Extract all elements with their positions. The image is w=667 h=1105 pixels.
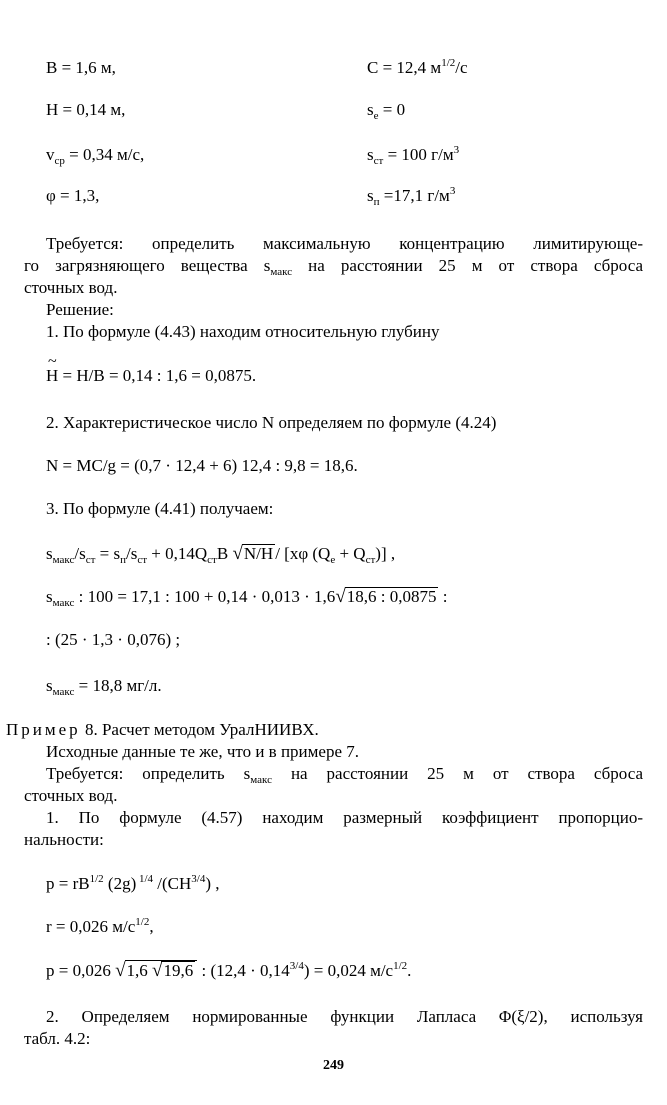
- formula-smax-result: $s_{макс} = 18,8$ мг/л.: [46, 676, 162, 698]
- sqrt-outer: √ 1,6 √ 19,6: [115, 960, 197, 980]
- step-2-text: 2. Характеристическое число N определяем по формуле (4.24): [46, 413, 497, 432]
- formula-p-result: p = 0,026 √ 1,6 √ 19,6 : $(12,4 \cdot 0,14^{3/4}) = 0,024$ $м/с^{1/2}$.: [46, 960, 412, 981]
- given-se: $s_e = 0$: [367, 100, 406, 122]
- task-line-2: го загрязняющего вещества $s_{макс}$ на расстоянии 25 м от створа сброса: [24, 256, 643, 278]
- given-C: C = 12,4 $м^{1/2}/с$: [367, 57, 468, 77]
- example-8-step-1-cont: нальности:: [24, 830, 104, 849]
- given-H: H = 0,14 м,: [46, 100, 126, 119]
- formula-relative-depth: ~ H = H/B = 0,14 : 1,6 = 0,0875.: [46, 366, 256, 386]
- page-number: 249: [323, 1058, 344, 1073]
- task-line-3: сточных вод.: [24, 278, 118, 297]
- sqrt-expression: √ 18,6 : 0,0875: [335, 586, 437, 607]
- formula-smax-general: $s_{макс}/s_{ст} = s_п/s_{ст} + 0,14Q_{ст}B$ √ N/H / [xφ $(Q_e + Q_{ст})$] ,: [46, 543, 396, 566]
- solution-heading: Решение:: [46, 300, 114, 319]
- step-2-laplace: 2. Определяем нормированные функции Лапласа Φ(ξ/2), используя: [46, 1007, 643, 1026]
- example-8-heading: Пример 8. Расчет методом УралНИИВХ.: [6, 720, 319, 739]
- formula-p-general: $p = rB^{1/2}$ (2g) $^{1/4}$ $/(CH^{3/4})$ ,: [46, 873, 220, 893]
- sqrt-inner: √ 19,6: [152, 960, 194, 981]
- sqrt-N-over-H: √ N/H: [232, 543, 274, 564]
- formula-r: r = 0,026 $м/с^{1/2}$,: [46, 916, 154, 936]
- step-2-laplace-cont: табл. 4.2:: [24, 1029, 91, 1048]
- example-8-step-1: 1. По формуле (4.57) находим размерный коэффициент пропорцио-: [46, 808, 643, 827]
- example-8-source: Исходные данные те же, что и в примере 7.: [46, 742, 359, 761]
- given-sst: $s_{ст} = 100$ $г/м^3$: [367, 144, 460, 167]
- given-phi: φ = 1,3,: [46, 186, 100, 205]
- example-8-task-1: Требуется: определить $s_{макс}$ на расстоянии 25 м от створа сброса: [46, 764, 643, 786]
- given-vcp: $v_{ср} = 0,34$ м/с,: [46, 145, 145, 167]
- given-sp: $s_п =17,1$ $г/м^3$: [367, 185, 456, 208]
- step-1-text: 1. По формуле (4.43) находим относительную глубину: [46, 322, 440, 341]
- given-B: B = 1,6 м,: [46, 58, 116, 77]
- formula-smax-substituted: $s_{макс}$ : 100 = 17,1 : 100 + 0,14 · 0,013 · 1,6 √ 18,6 : 0,0875 :: [46, 586, 448, 609]
- formula-continuation: : (25 · 1,3 · 0,076) ;: [46, 630, 181, 649]
- task-line-1: Требуется: определить максимальную концентрацию лимитирующе-: [46, 234, 643, 253]
- example-8-task-2: сточных вод.: [24, 786, 118, 805]
- formula-N: N = MC/g = (0,7 · 12,4 + 6) 12,4 : 9,8 = 18,6.: [46, 456, 358, 475]
- step-3-text: 3. По формуле (4.41) получаем:: [46, 499, 274, 518]
